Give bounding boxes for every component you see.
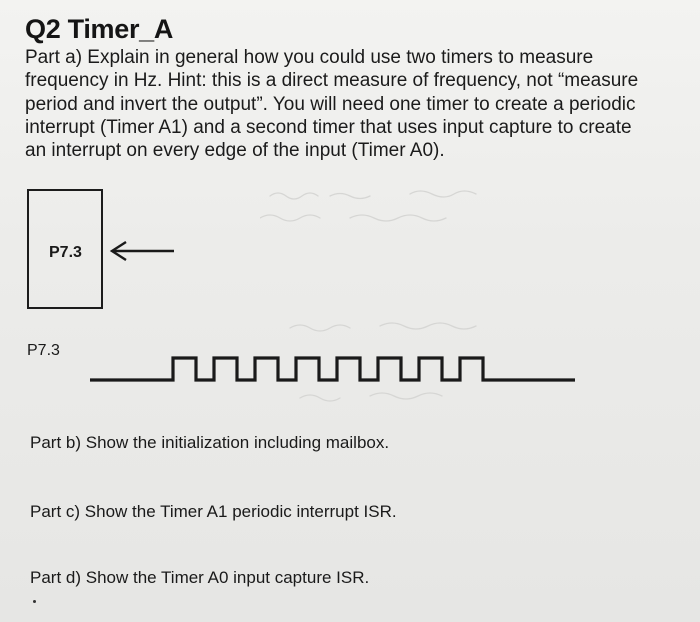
part-a-line: period and invert the output”. You will need one timer to create a periodic	[25, 93, 636, 115]
part-a-line: an interrupt on every edge of the input (Timer A0).	[25, 140, 445, 162]
part-a-line: frequency in Hz. Hint: this is a direct measure of frequency, not “measure	[25, 70, 639, 92]
pin-label: P7.3	[49, 244, 82, 261]
part-b-text: Part b) Show the initialization including mailbox.	[30, 433, 390, 452]
question-title: Q2 Timer_A	[25, 14, 174, 44]
stray-mark	[33, 600, 36, 603]
part-d-text: Part d) Show the Timer A0 input capture ISR.	[30, 568, 370, 587]
square-wave-path	[90, 358, 575, 380]
part-a-text	[25, 46, 693, 162]
part-a-line: Part a) Explain in general how you could use two timers to measure	[25, 47, 594, 68]
part-a-line: interrupt (Timer A1) and a second timer that uses input capture to create	[25, 116, 632, 138]
part-c-text: Part c) Show the Timer A1 periodic interrupt ISR.	[30, 502, 397, 521]
left-arrow-icon	[106, 240, 178, 262]
square-wave-signal	[85, 340, 585, 390]
signal-label: P7.3	[27, 342, 60, 359]
